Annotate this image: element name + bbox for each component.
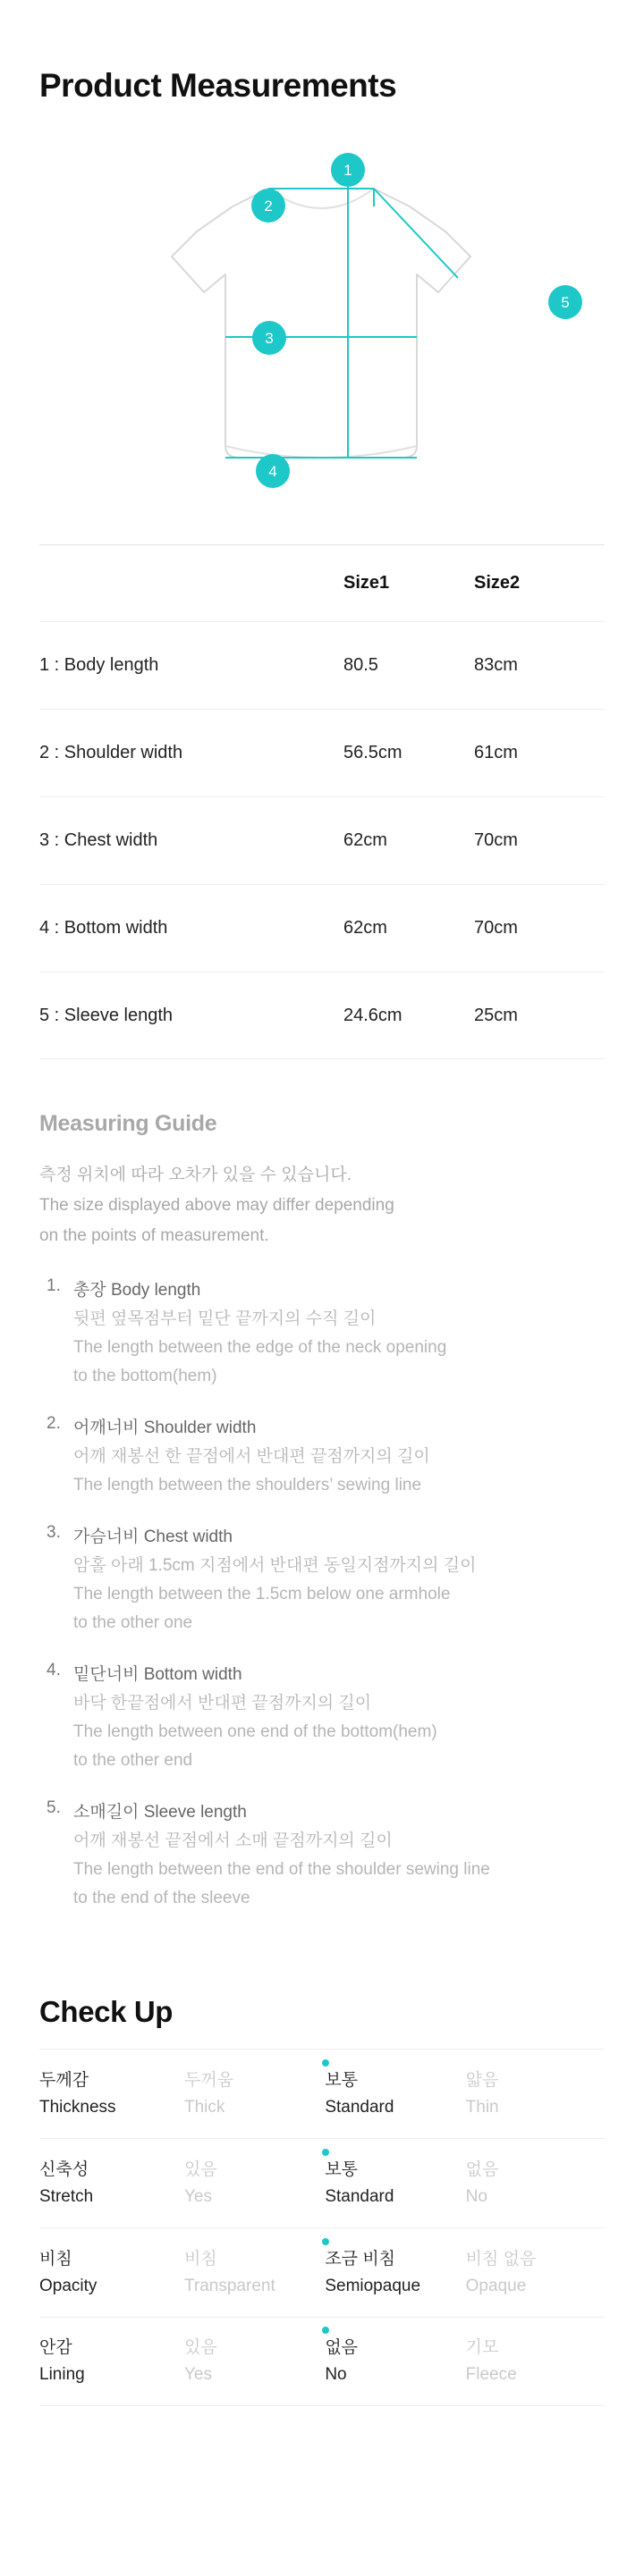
diagram-badge-4: 4 (256, 454, 290, 488)
guide-item-sub: to the other end (73, 1751, 193, 1770)
checkup-name-en: Opacity (39, 2276, 97, 2295)
option-en: Standard (325, 2097, 394, 2117)
option-en: Standard (325, 2186, 394, 2206)
checkup-name-en: Lining (39, 2365, 85, 2384)
option-ko: 없음 (325, 2338, 359, 2357)
option-en: Thin (465, 2097, 499, 2117)
row-label: 5 : Sleeve length (39, 1005, 173, 1025)
guide-item-sub: The length between the 1.5cm below one armhole (73, 1585, 451, 1604)
guide-item-sub: to the bottom(hem) (73, 1367, 217, 1385)
measuring-guide-note (39, 1160, 605, 1251)
option-ko: 없음 (465, 2159, 499, 2179)
measurement-diagram (0, 105, 644, 544)
note-line: The size displayed above may differ depending (39, 1196, 394, 1215)
page-title: Product Measurements (39, 67, 397, 104)
checkup-option[interactable] (464, 2157, 605, 2210)
row-size2: 70cm (474, 918, 518, 938)
measuring-guide-title: Measuring Guide (39, 1111, 217, 1136)
option-ko: 보통 (325, 2070, 359, 2090)
guide-item-sub: to the end of the sleeve (73, 1889, 250, 1907)
checkup-row-stretch (39, 2138, 605, 2227)
table-row (39, 972, 605, 1059)
row-size2: 70cm (474, 830, 518, 850)
option-ko: 있음 (184, 2338, 217, 2357)
measuring-guide (0, 1059, 644, 1913)
option-ko: 얇음 (465, 2070, 499, 2090)
checkup-name-ko: 안감 (39, 2338, 72, 2357)
checkup-option[interactable] (182, 2335, 323, 2388)
guide-item-sub: 바닥 한끝점에서 반대편 끝점까지의 길이 (73, 1694, 372, 1713)
row-label: 2 : Shoulder width (39, 743, 183, 762)
guide-item-sub: to the other one (73, 1613, 193, 1632)
row-size2: 61cm (474, 743, 518, 762)
option-ko: 조금 비침 (325, 2249, 396, 2269)
option-ko: 보통 (325, 2159, 359, 2179)
checkup-option-selected[interactable] (323, 2067, 463, 2121)
table-header-row (39, 544, 605, 621)
guide-item-sub: The length between the edge of the neck opening (73, 1338, 447, 1357)
checkup-table (0, 2049, 644, 2406)
option-ko: 비침 없음 (465, 2249, 537, 2269)
checkup-row-name (39, 2067, 182, 2121)
checkup-row-name (39, 2246, 182, 2300)
diagram-badge-3: 3 (252, 321, 286, 355)
checkup-name-en: Thickness (39, 2097, 116, 2117)
row-size1: 56.5cm (343, 743, 402, 762)
measuring-guide-list (39, 1276, 605, 1913)
list-item (73, 1798, 605, 1913)
guide-item-head: 어깨너비 Shoulder width (73, 1418, 257, 1437)
note-line: 측정 위치에 따라 오차가 있을 수 있습니다. (39, 1166, 352, 1184)
note-line: on the points of measurement. (39, 1226, 269, 1245)
checkup-name-en: Stretch (39, 2186, 94, 2206)
list-item (73, 1523, 605, 1637)
table-header-size2: Size2 (474, 573, 521, 593)
checkup-option-selected[interactable] (323, 2246, 463, 2300)
option-ko: 두꺼움 (184, 2070, 234, 2090)
guide-item-sub: 어깨 재봉선 한 끝점에서 반대편 끝점까지의 길이 (73, 1447, 430, 1466)
option-en: No (325, 2365, 347, 2384)
option-en: No (465, 2186, 487, 2206)
list-item (73, 1414, 605, 1500)
row-label: 1 : Body length (39, 655, 159, 675)
option-en: Semiopaque (325, 2276, 421, 2295)
diagram-badge-1: 1 (331, 153, 365, 187)
table-header-size1: Size1 (343, 573, 390, 593)
checkup-name-ko: 두께감 (39, 2070, 89, 2090)
option-en: Yes (184, 2365, 212, 2384)
option-ko: 기모 (465, 2338, 499, 2357)
diagram-badge-5: 5 (548, 285, 582, 319)
checkup-row-opacity (39, 2227, 605, 2317)
guide-item-sub: 뒷편 옆목점부터 밑단 끝까지의 수직 길이 (73, 1309, 377, 1328)
tshirt-illustration-svg (89, 142, 555, 518)
option-en: Thick (184, 2097, 225, 2117)
row-size1: 24.6cm (343, 1005, 402, 1025)
row-size1: 62cm (343, 830, 387, 850)
checkup-option[interactable] (464, 2335, 605, 2388)
guide-item-sub: 어깨 재봉선 끝점에서 소매 끝점까지의 길이 (73, 1831, 393, 1850)
checkup-name-ko: 비침 (39, 2249, 72, 2269)
checkup-row-lining (39, 2317, 605, 2406)
list-item (73, 1661, 605, 1775)
checkup-name-ko: 신축성 (39, 2159, 89, 2179)
checkup-row-name (39, 2157, 182, 2210)
checkup-title: Check Up (39, 1995, 174, 2028)
option-ko: 비침 (184, 2249, 217, 2269)
shirt-outline (172, 189, 470, 458)
checkup-option-selected[interactable] (323, 2157, 463, 2210)
checkup-row-thickness (39, 2049, 605, 2138)
row-size1: 80.5 (343, 655, 378, 675)
table-row (39, 884, 605, 972)
row-size1: 62cm (343, 918, 387, 938)
option-en: Opaque (465, 2276, 527, 2295)
size-table (0, 544, 644, 1059)
checkup-option[interactable] (464, 2067, 605, 2121)
table-row (39, 709, 605, 796)
table-row (39, 621, 605, 709)
row-size2: 83cm (474, 655, 518, 675)
checkup-option[interactable] (182, 2067, 323, 2121)
guide-item-head: 밑단너비 Bottom width (73, 1665, 242, 1684)
row-label: 3 : Chest width (39, 830, 158, 850)
checkup-option[interactable] (182, 2246, 323, 2300)
option-ko: 있음 (184, 2159, 217, 2179)
guide-item-sub: The length between the shoulders’ sewing line (73, 1476, 422, 1494)
option-en: Transparent (184, 2276, 275, 2295)
option-en: Yes (184, 2186, 212, 2206)
guide-item-sub: The length between the end of the shoulder sewing line (73, 1860, 490, 1879)
list-item (73, 1276, 605, 1391)
guide-item-head: 가슴너비 Chest width (73, 1528, 233, 1546)
guide-item-head: 소매길이 Sleeve length (73, 1803, 247, 1822)
option-en: Fleece (465, 2365, 517, 2384)
table-row (39, 796, 605, 884)
diagram-badge-2: 2 (251, 189, 285, 223)
guide-item-sub: 암홀 아래 1.5cm 지점에서 반대편 동일지점까지의 길이 (73, 1556, 477, 1575)
guide-item-head: 총장 Body length (73, 1281, 201, 1300)
row-label: 4 : Bottom width (39, 918, 168, 938)
checkup-option[interactable] (182, 2157, 323, 2210)
checkup-row-name (39, 2335, 182, 2388)
checkup-option-selected[interactable] (323, 2335, 463, 2388)
row-size2: 25cm (474, 1005, 518, 1025)
guide-item-sub: The length between one end of the bottom(hem) (73, 1722, 437, 1741)
checkup-option[interactable] (464, 2246, 605, 2300)
